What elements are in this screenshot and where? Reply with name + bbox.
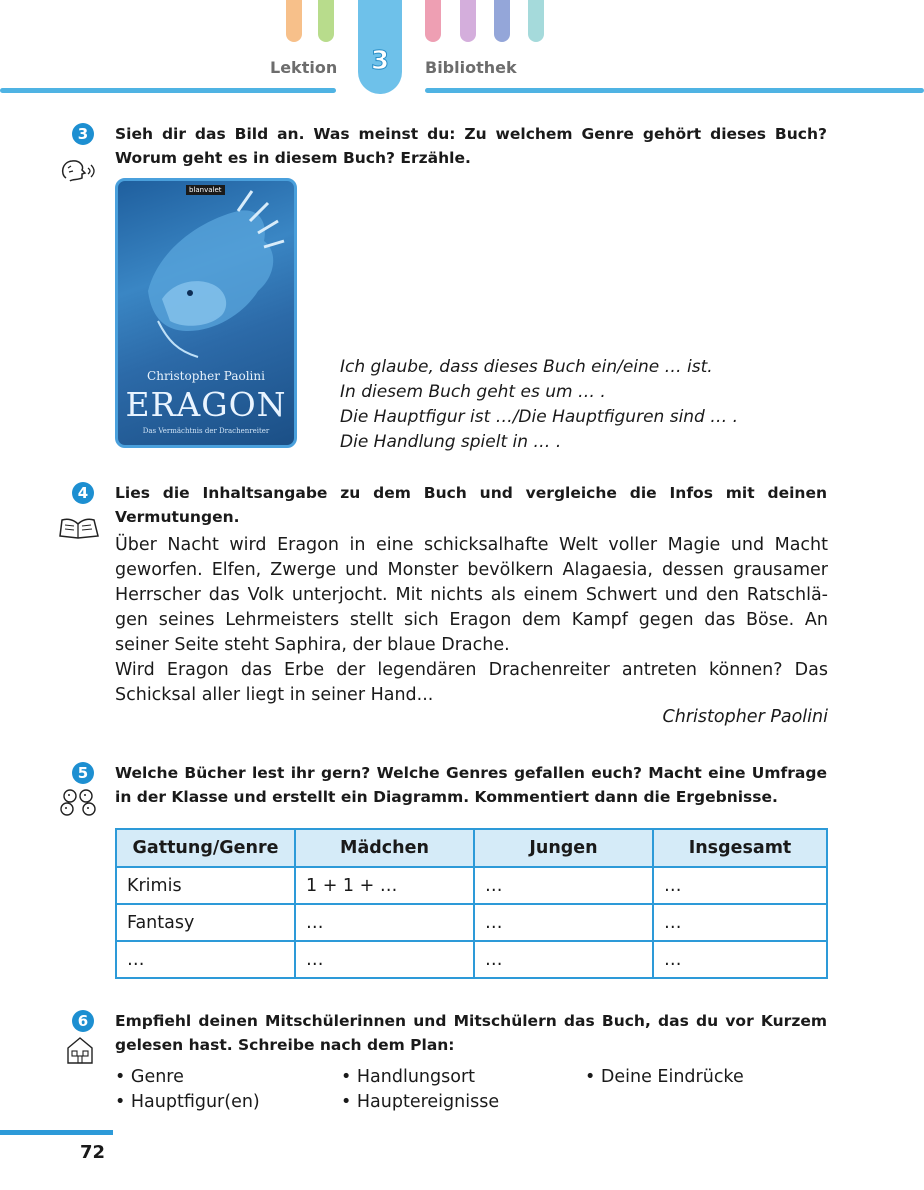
plan-item: • Genre xyxy=(115,1067,184,1087)
phrase: Ich glaube, dass dieses Buch ein/eine … ist. xyxy=(340,357,713,377)
color-tab xyxy=(460,0,476,42)
table-cell: … xyxy=(653,904,827,941)
table-cell: … xyxy=(653,867,827,904)
table-cell: … xyxy=(653,941,827,978)
task3-instruction: Sieh dir das Bild an. Was meinst du: Zu welchem Genre gehört dieses Buch? Worum geht es in diesem Buch? Erzähle. xyxy=(115,125,827,167)
table-header-row xyxy=(116,829,827,867)
page-number: 72 xyxy=(80,1142,106,1163)
group-faces-icon xyxy=(58,788,100,816)
open-book-icon xyxy=(58,512,100,540)
table-row xyxy=(116,867,827,904)
table-cell: … xyxy=(474,904,653,941)
table-cell: … xyxy=(116,941,295,978)
color-tab xyxy=(318,0,334,42)
plan-item: • Hauptfigur(en) xyxy=(115,1092,260,1112)
speaking-head-icon xyxy=(58,156,100,184)
table-row xyxy=(116,904,827,941)
task5-instruction: Welche Bücher lest ihr gern? Welche Genres gefallen euch? Macht eine Umfrage in der Klasse und erstellt ein Diagramm. Kommentiert dann die Ergebnisse. xyxy=(115,764,827,806)
color-tab xyxy=(286,0,302,42)
header-rule-right xyxy=(425,88,924,93)
lesson-number: 3 xyxy=(370,46,390,76)
table-cell: Fantasy xyxy=(116,904,295,941)
book-author: Christopher Paolini xyxy=(147,369,265,383)
table-cell: Krimis xyxy=(116,867,295,904)
plan-column xyxy=(585,1065,744,1090)
plan-item: • Hauptereignisse xyxy=(341,1092,500,1112)
task-number-5: 5 xyxy=(72,762,94,784)
task-number-4: 4 xyxy=(72,482,94,504)
plan-item: • Handlungsort xyxy=(341,1067,476,1087)
column-header: Insgesamt xyxy=(653,829,827,867)
summary-author: Christopher Paolini xyxy=(662,707,828,727)
plan-item: • Deine Eindrücke xyxy=(585,1067,744,1087)
table-cell: … xyxy=(474,867,653,904)
book-publisher: blanvalet xyxy=(186,185,225,195)
phrase: In diesem Buch geht es um … . xyxy=(340,382,606,402)
table-cell: … xyxy=(295,941,474,978)
page-number-bar xyxy=(0,1130,113,1135)
plan-column xyxy=(341,1065,499,1115)
summary-paragraph: Über Nacht wird Eragon in eine schicksalhafte Welt voller Magie und Macht geworfen. Elfen, Zwerge und Monster bevölkern Alagaesia, dessen grausamer Herrscher das Volk unterjocht. Mit nichts als einem Schwert und den Ratschlä-gen seines Lehrmeisters stellt sich Eragon dem Kampf gegen das Böse. An seiner Seite steht Saphira, der blaue Drache. xyxy=(115,535,828,655)
book-subtitle: Das Vermächtnis der Drachenreiter xyxy=(142,427,270,435)
color-tab xyxy=(528,0,544,42)
header-rule-left xyxy=(0,88,336,93)
table-cell: … xyxy=(295,904,474,941)
table-cell: 1 + 1 + … xyxy=(295,867,474,904)
summary-paragraph: Wird Eragon das Erbe der legendären Drachenreiter antreten können? Das Schicksal aller liegt in seiner Hand... xyxy=(115,660,828,705)
survey-table xyxy=(115,828,828,979)
lesson-tab xyxy=(358,0,402,94)
phrase: Die Hauptfigur ist …/Die Hauptfiguren sind … . xyxy=(340,407,739,427)
column-header: Mädchen xyxy=(295,829,474,867)
section-title: Bibliothek xyxy=(425,58,517,77)
book-title: ERAGON xyxy=(125,385,287,424)
task-number-6: 6 xyxy=(72,1010,94,1032)
table-cell: … xyxy=(474,941,653,978)
plan-column xyxy=(115,1065,260,1115)
task-number-3: 3 xyxy=(72,123,94,145)
color-tab xyxy=(494,0,510,42)
phrase-list xyxy=(340,355,738,455)
column-header: Jungen xyxy=(474,829,653,867)
book-cover xyxy=(115,178,297,448)
table-row xyxy=(116,941,827,978)
column-header: Gattung/Genre xyxy=(116,829,295,867)
color-tab xyxy=(425,0,441,42)
phrase: Die Handlung spielt in … . xyxy=(340,432,562,452)
house-icon xyxy=(58,1036,100,1064)
task4-instruction: Lies die Inhaltsangabe zu dem Buch und vergleiche die Infos mit deinen Vermutungen. xyxy=(115,484,827,526)
task6-instruction: Empfiehl deinen Mitschülerinnen und Mitschülern das Buch, das du vor Kurzem gelesen hast. Schreibe nach dem Plan: xyxy=(115,1012,827,1054)
lektion-label: Lektion xyxy=(270,58,338,77)
summary-text xyxy=(115,533,828,708)
